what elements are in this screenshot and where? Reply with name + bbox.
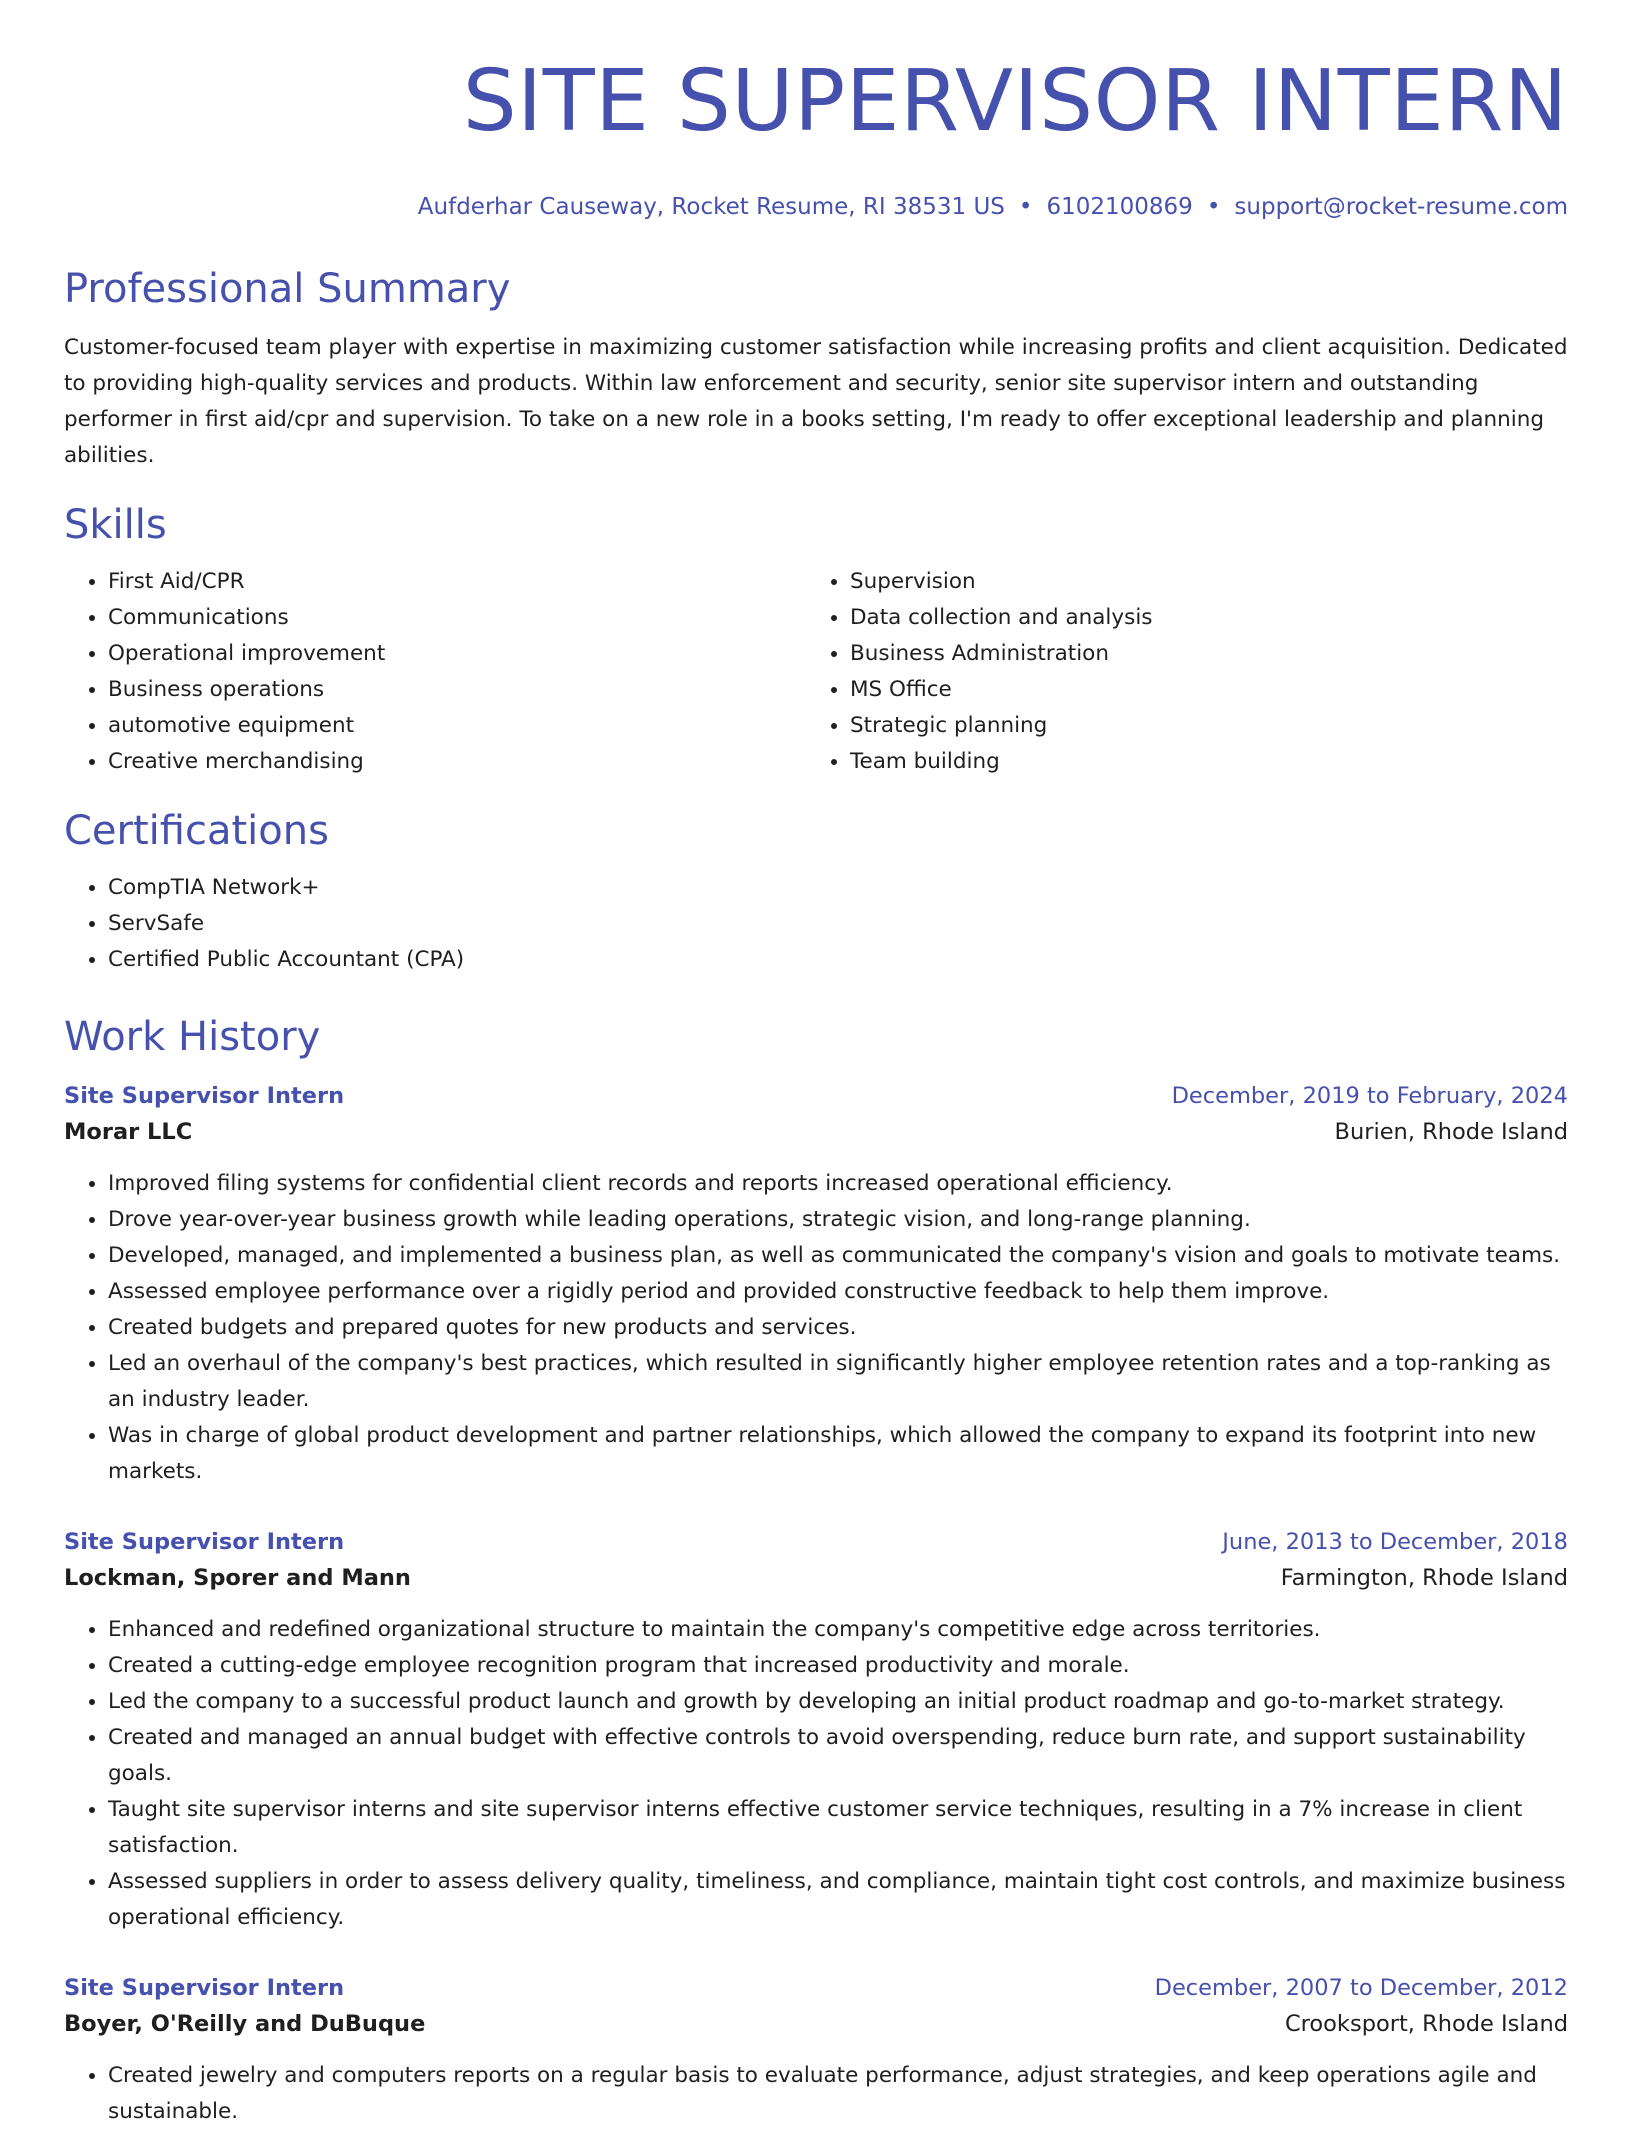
job-title: Site Supervisor Intern — [64, 1975, 345, 2001]
certification-item: • CompTIA Network+ — [108, 870, 1568, 906]
job-bullet: • Drove year-over-year business growth while leading operations, strategic vision, and long-range planning. — [108, 1202, 1568, 1238]
skill-item: • Business Administration — [850, 636, 1548, 672]
job-header-row — [64, 1078, 1568, 1114]
job-bullets — [64, 1166, 1568, 1490]
job-title: Site Supervisor Intern — [64, 1529, 345, 1555]
skills-left-column — [64, 564, 806, 780]
job-company-row — [64, 1114, 1568, 1150]
summary-heading: Professional Summary — [64, 266, 511, 312]
job-header-row — [64, 1970, 1568, 2006]
skill-item: • Data collection and analysis — [850, 600, 1548, 636]
skill-item: • MS Office — [850, 672, 1548, 708]
skill-item: • Creative merchandising — [108, 744, 806, 780]
contact-separator: • — [1206, 194, 1221, 220]
job-bullet: • Created budgets and prepared quotes for new products and services. — [108, 1310, 1568, 1346]
job-company: Morar LLC — [64, 1119, 193, 1145]
job-company: Lockman, Sporer and Mann — [64, 1565, 411, 1591]
skill-item: • Communications — [108, 600, 806, 636]
job-bullet: • Assessed suppliers in order to assess delivery quality, timeliness, and compliance, maintain tight cost controls, and maximize business operational efficiency. — [108, 1864, 1568, 1936]
summary-text: Customer-focused team player with expertise in maximizing customer satisfaction while increasing profits and client acquisition. Dedicated to providing high-quality services and products. Within law enforcement and security, senior site supervisor intern and outstanding performer in first aid/cpr and supervision. To take on a new role in a books setting, I'm ready to offer exceptional leadership and planning abilities. — [64, 335, 1568, 468]
job-dates: December, 2007 to December, 2012 — [1154, 1975, 1568, 2001]
job-company-row — [64, 2006, 1568, 2042]
contact-phone: 6102100869 — [1046, 194, 1193, 220]
skill-item: • First Aid/CPR — [108, 564, 806, 600]
job-dates: June, 2013 to December, 2018 — [1222, 1529, 1568, 1555]
job-location: Farmington, Rhode Island — [1280, 1565, 1568, 1591]
job-bullet: • Was in charge of global product development and partner relationships, which allowed the company to expand its footprint into new markets. — [108, 1418, 1568, 1490]
contact-line — [64, 192, 1568, 222]
job-location: Burien, Rhode Island — [1334, 1119, 1568, 1145]
job-location: Crooksport, Rhode Island — [1284, 2011, 1568, 2037]
job-title: Site Supervisor Intern — [64, 1083, 345, 1109]
skill-item: • Strategic planning — [850, 708, 1548, 744]
job-bullets — [64, 1612, 1568, 1936]
skill-item: • Business operations — [108, 672, 806, 708]
job-entry — [64, 1078, 1568, 1490]
job-bullet: • Developed, managed, and implemented a business plan, as well as communicated the company's vision and goals to motivate teams. — [108, 1238, 1568, 1274]
contact-separator: • — [1018, 194, 1033, 220]
job-header-row — [64, 1524, 1568, 1560]
skills-columns — [64, 564, 1568, 780]
job-dates: December, 2019 to February, 2024 — [1171, 1083, 1568, 1109]
skills-right-list — [806, 564, 1548, 780]
skills-right-column — [806, 564, 1548, 780]
job-bullet: • Created jewelry and computers reports on a regular basis to evaluate performance, adjust strategies, and keep operations agile and sustainable. — [108, 2058, 1568, 2130]
job-bullet: • Taught site supervisor interns and site supervisor interns effective customer service techniques, resulting in a 7% increase in client satisfaction. — [108, 1792, 1568, 1864]
certification-item: • ServSafe — [108, 906, 1568, 942]
work-history-heading: Work History — [64, 1014, 321, 1060]
job-bullet: • Improved filing systems for confidential client records and reports increased operational efficiency. — [108, 1166, 1568, 1202]
job-entry — [64, 1524, 1568, 1936]
job-bullet: • Enhanced and redefined organizational structure to maintain the company's competitive edge across territories. — [108, 1612, 1568, 1648]
job-entry — [64, 1970, 1568, 2130]
skill-item: • Operational improvement — [108, 636, 806, 672]
job-bullets — [64, 2058, 1568, 2130]
job-bullet: • Assessed employee performance over a rigidly period and provided constructive feedback to help them improve. — [108, 1274, 1568, 1310]
contact-address: Aufderhar Causeway, Rocket Resume, RI 38531 US — [417, 194, 1005, 220]
job-company: Boyer, O'Reilly and DuBuque — [64, 2011, 426, 2037]
contact-email[interactable]: support@rocket-resume.com — [1234, 194, 1568, 220]
resume-name: SITE SUPERVISOR INTERN — [462, 52, 1568, 151]
skills-left-list — [64, 564, 806, 780]
certifications-list — [64, 870, 1568, 978]
skills-heading: Skills — [64, 502, 167, 548]
skill-item: • Supervision — [850, 564, 1548, 600]
job-company-row — [64, 1560, 1568, 1596]
certifications-heading: Certifications — [64, 808, 329, 854]
job-bullet: • Led the company to a successful product launch and growth by developing an initial product roadmap and go-to-market strategy. — [108, 1684, 1568, 1720]
certification-item: • Certified Public Accountant (CPA) — [108, 942, 1568, 978]
job-bullet: • Created and managed an annual budget with effective controls to avoid overspending, reduce burn rate, and support sustainability goals. — [108, 1720, 1568, 1792]
skill-item: • automotive equipment — [108, 708, 806, 744]
job-bullet: • Created a cutting-edge employee recognition program that increased productivity and morale. — [108, 1648, 1568, 1684]
skill-item: • Team building — [850, 744, 1548, 780]
job-bullet: • Led an overhaul of the company's best practices, which resulted in significantly higher employee retention rates and a top-ranking as an industry leader. — [108, 1346, 1568, 1418]
